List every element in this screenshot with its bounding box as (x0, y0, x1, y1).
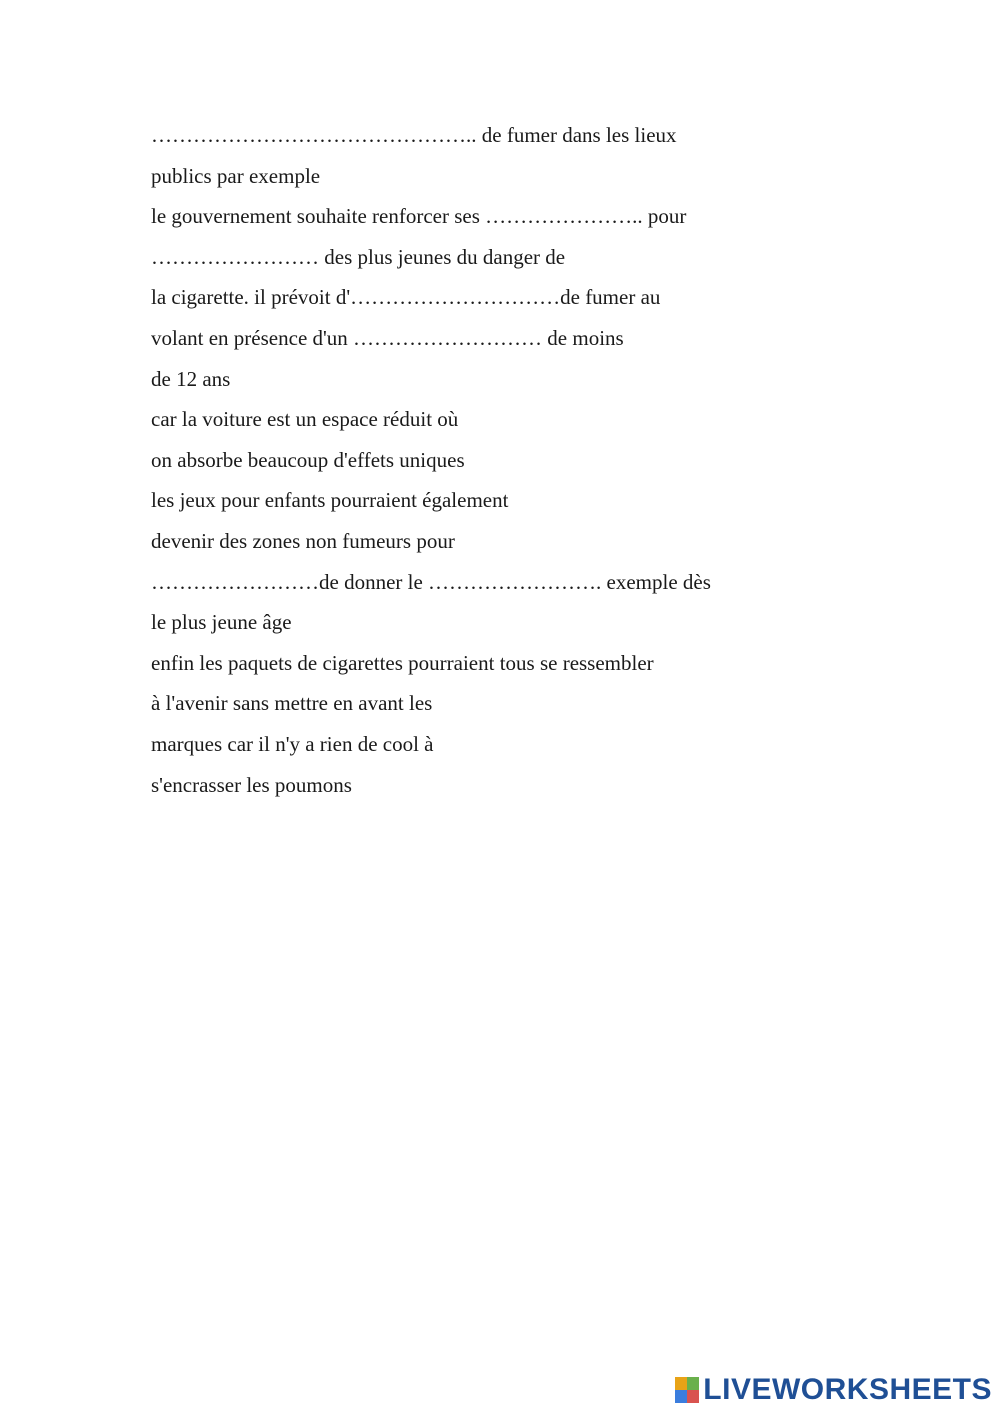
text-line-1: ……………………………………….. de fumer dans les lieux (151, 123, 677, 147)
text-line-16: marques car il n'y a rien de cool à (151, 731, 434, 756)
text-line-13: le plus jeune âge (151, 610, 292, 635)
text-line-12: ……………………de donner le ……………………. exemple dès (151, 569, 711, 594)
logo-square-e (687, 1390, 699, 1403)
text-line-11: devenir des zones non fumeurs pour (151, 528, 455, 553)
text-line-15: à l'avenir sans mettre en avant les (151, 691, 433, 716)
liveworksheets-logo-icon (675, 1377, 699, 1403)
text-line-8: car la voiture est un espace réduit où (151, 407, 459, 432)
text-line-9: on absorbe beaucoup d'effets uniques (151, 447, 465, 472)
text-line-7: de 12 ans (151, 366, 231, 391)
logo-square-i (687, 1377, 699, 1390)
text-line-2: publics par exemple (151, 163, 321, 188)
text-line-5: la cigarette. il prévoit d'…………………………de fumer au (151, 285, 661, 310)
liveworksheets-watermark (675, 1375, 992, 1405)
logo-square-v (675, 1390, 687, 1403)
text-line-17: s'encrasser les poumons (151, 772, 352, 797)
text-line-14: enfin les paquets de cigarettes pourraient tous se ressembler (151, 650, 654, 675)
text-line-4: …………………… des plus jeunes du danger de (151, 244, 566, 269)
watermark-brand: LIVEWORKSHEETS (703, 1373, 992, 1406)
worksheet-text (151, 115, 871, 805)
text-line-3: le gouvernement souhaite renforcer ses ………………….. pour (151, 204, 687, 229)
logo-square-l (675, 1377, 687, 1390)
text-line-10: les jeux pour enfants pourraient également (151, 488, 509, 513)
text-line-6: volant en présence d'un ……………………… de moins (151, 325, 624, 350)
